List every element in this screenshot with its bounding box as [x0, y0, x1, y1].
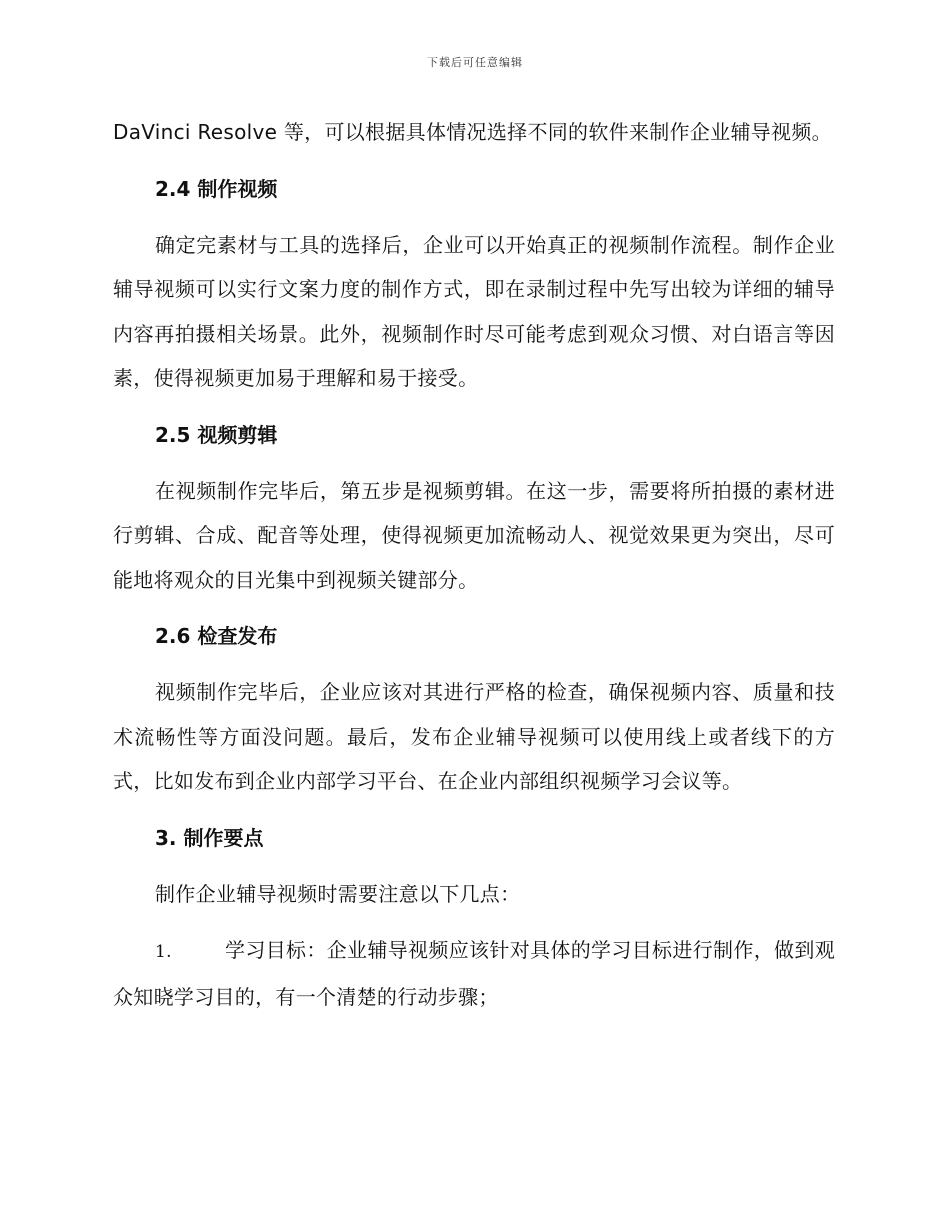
section-paragraph-2-4: 确定完素材与工具的选择后，企业可以开始真正的视频制作流程。制作企业辅导视频可以实行文案力度的制作方式，即在录制过程中先写出较为详细的辅导内容再拍摄相关场景。此外，视频制作时尽可能考虑到观众习惯、对白语言等因素，使得视频更加易于理解和易于接受。 [113, 232, 835, 390]
list-item [113, 928, 835, 1019]
section-heading-2-5: 2.5 视频剪辑 [155, 422, 278, 447]
list-item-text: 学习目标：企业辅导视频应该针对具体的学习目标进行制作，做到观众知晓学习目的，有一个清楚的行动步骤； [113, 938, 835, 1009]
list-item-number: 1. [155, 942, 172, 962]
document-body [113, 110, 835, 1019]
header-note: 下载后可任意编辑 [427, 56, 523, 69]
section-heading-3: 3. 制作要点 [155, 825, 264, 850]
intro-paragraph: DaVinci Resolve 等，可以根据具体情况选择不同的软件来制作企业辅导视频。 [113, 120, 832, 144]
section-paragraph-2-6: 视频制作完毕后，企业应该对其进行严格的检查，确保视频内容、质量和技术流畅性等方面没问题。最后，发布企业辅导视频可以使用线上或者线下的方式，比如发布到企业内部学习平台、在企业内部组织视频学习会议等。 [113, 680, 835, 793]
section-heading-2-6: 2.6 检查发布 [155, 624, 278, 648]
section-paragraph-3: 制作企业辅导视频时需要注意以下几点： [155, 881, 521, 906]
section-paragraph-2-5: 在视频制作完毕后，第五步是视频剪辑。在这一步，需要将所拍摄的素材进行剪辑、合成、配音等处理，使得视频更加流畅动人、视觉效果更为突出，尽可能地将观众的目光集中到视频关键部分。 [113, 478, 835, 592]
section-heading-2-4: 2.4 制作视频 [155, 176, 278, 201]
